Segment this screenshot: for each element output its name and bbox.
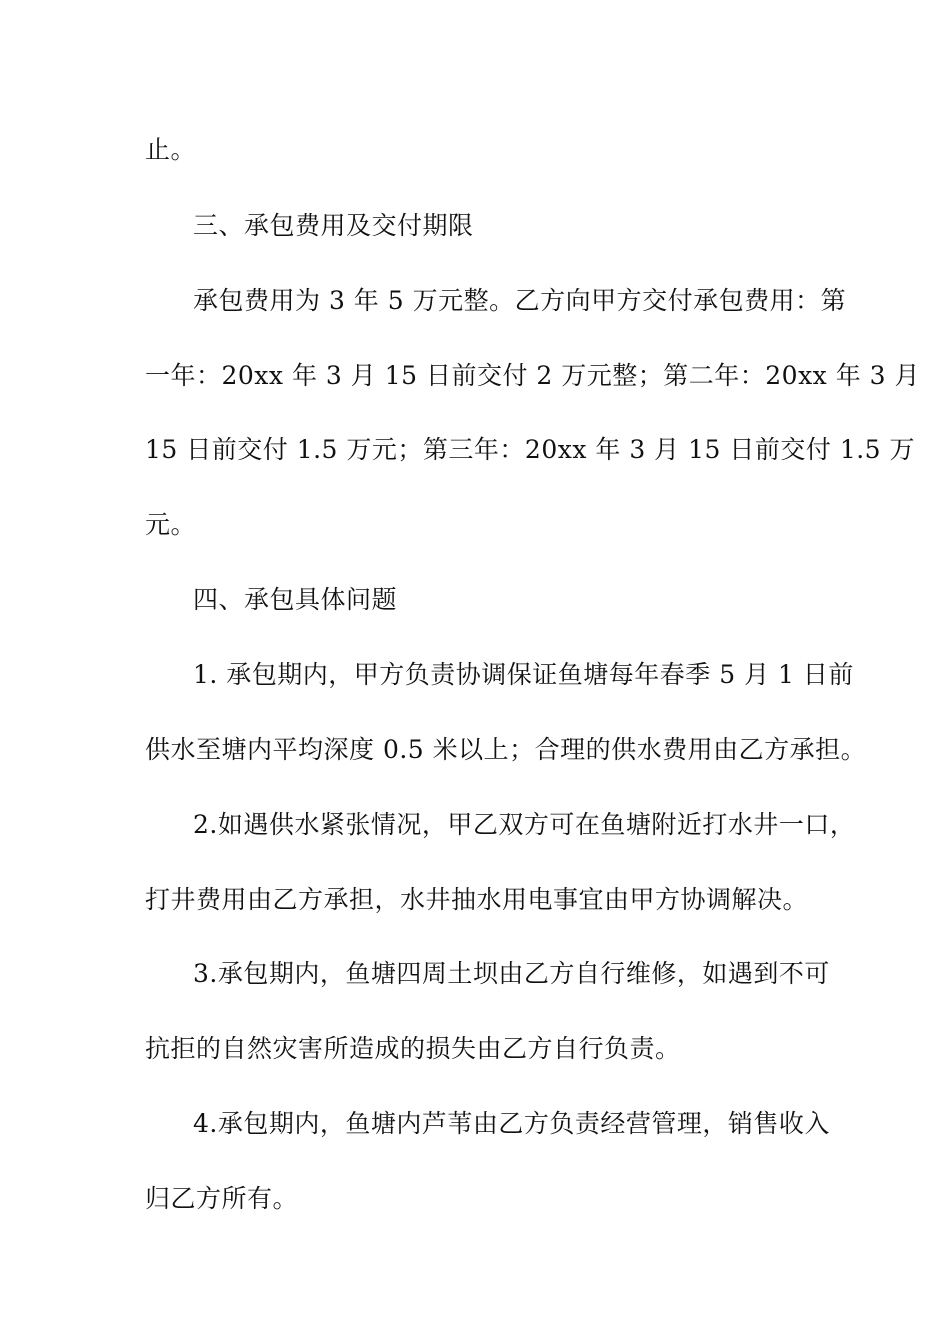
- text-line: 1. 承包期内，甲方负责协调保证鱼塘每年春季 5 月 1 日前: [193, 660, 854, 689]
- text-line: 一年：20xx 年 3 月 15 日前交付 2 万元整；第二年：20xx 年 3 月: [145, 361, 921, 390]
- text-line: 抗拒的自然灾害所造成的损失由乙方自行负责。: [145, 1034, 681, 1063]
- text-line: 止。: [145, 135, 197, 164]
- text-line: 元。: [145, 510, 197, 539]
- text-line: 承包费用为 3 年 5 万元整。乙方向甲方交付承包费用：第: [193, 286, 847, 315]
- text-line: 4.承包期内，鱼塘内芦苇由乙方负责经营管理，销售收入: [193, 1109, 830, 1138]
- section-heading: 三、承包费用及交付期限: [193, 211, 474, 240]
- section-heading: 四、承包具体问题: [193, 585, 398, 614]
- text-line: 3.承包期内，鱼塘四周土坝由乙方自行维修，如遇到不可: [193, 959, 830, 988]
- text-line: 打井费用由乙方承担，水井抽水用电事宜由甲方协调解决。: [145, 885, 809, 914]
- text-line: 供水至塘内平均深度 0.5 米以上；合理的供水费用由乙方承担。: [145, 735, 867, 764]
- text-line: 15 日前交付 1.5 万元；第三年：20xx 年 3 月 15 日前交付 1.5 万: [145, 435, 916, 464]
- text-line: 归乙方所有。: [145, 1184, 299, 1213]
- text-line: 2.如遇供水紧张情况，甲乙双方可在鱼塘附近打水井一口，: [193, 810, 856, 839]
